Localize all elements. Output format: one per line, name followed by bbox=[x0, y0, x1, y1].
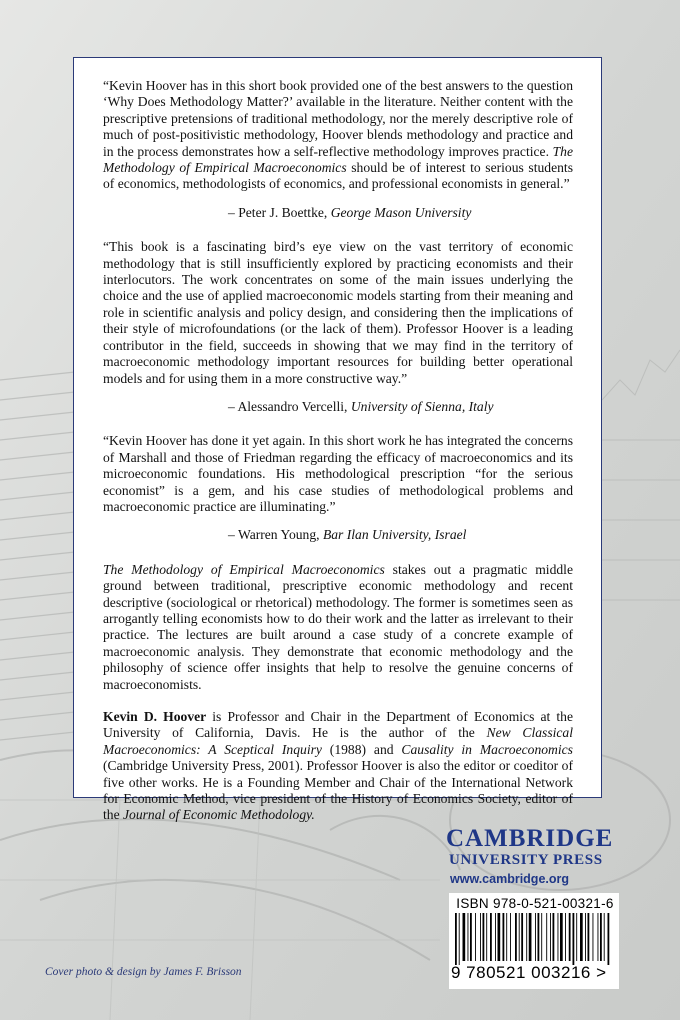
endorsement-boettke: “Kevin Hoover has in this short book provided one of the best answers to the question ‘Why Does Methodology Matter?’ available in the literature. Neither content with the prescriptive pretensions of traditional methodology, nor the merely descriptive role of much of post-positivistic methodology, Hoover blends methodology and practice and in the process demonstrates how a self-reflective methodology improves practice. The Methodology of Empirical Macroeconomics should be of interest to serious students of economics, methodologists of economics, and professional economists in general.” bbox=[103, 78, 573, 192]
barcode-bar bbox=[541, 913, 542, 961]
barcode-bar bbox=[608, 913, 610, 965]
barcode-bar bbox=[546, 913, 547, 961]
barcode-bar bbox=[569, 913, 571, 961]
barcode-bar bbox=[585, 913, 586, 961]
barcode-bar bbox=[600, 913, 602, 961]
endorsement-attribution: – Peter J. Boettke, George Mason University bbox=[228, 204, 472, 220]
barcode-bar bbox=[510, 913, 511, 961]
barcode bbox=[455, 913, 613, 965]
barcode-bar bbox=[560, 913, 563, 961]
barcode-bar bbox=[498, 913, 501, 961]
barcode-bar bbox=[535, 913, 536, 961]
barcode-bar bbox=[526, 913, 527, 961]
barcode-bar bbox=[529, 913, 532, 961]
cover-credit: Cover photo & design by James F. Brisson bbox=[45, 966, 242, 978]
barcode-bar bbox=[558, 913, 559, 961]
barcode-bar bbox=[550, 913, 551, 961]
barcode-box bbox=[449, 893, 619, 989]
barcode-bar bbox=[455, 913, 457, 965]
isbn-label: ISBN 978-0-521-00321-6 bbox=[456, 896, 614, 911]
barcode-bar bbox=[475, 913, 476, 961]
barcode-bar bbox=[495, 913, 496, 961]
barcode-bar bbox=[593, 913, 594, 961]
barcode-bar bbox=[565, 913, 566, 961]
barcode-bar bbox=[506, 913, 507, 961]
book-description: The Methodology of Empirical Macroeconomics stakes out a pragmatic middle ground between traditional, prescriptive economic methodology and recent descriptive (sociological or rhetorical) methodology. The former is sometimes seen as arrogantly telling economists how to do their work and the latter as irrelevant to their practice. The lectures are built around a case study of a concrete example of macroeconomic analysis. They demonstrate that economic methodology and the philosophy of science offer insights that help to resolve the genuine concerns of macroeconomists. bbox=[103, 561, 573, 692]
barcode-bar bbox=[490, 913, 492, 961]
barcode-bar bbox=[538, 913, 540, 961]
barcode-bar bbox=[463, 913, 466, 961]
barcode-bar bbox=[486, 913, 487, 961]
endorsement-young: “Kevin Hoover has done it yet again. In this short work he has integrated the concerns of Marshall and those of Friedman regarding the efficacy of macroeconomics and its microeconomic foundations. His methodological prescription “for the serious economist” is a gem, and his case studies of methodological problems and macroeconomic practice are illuminating.” bbox=[103, 433, 573, 514]
barcode-bar bbox=[576, 913, 577, 961]
endorsement-vercelli: “This book is a fascinating bird’s eye view on the vast territory of economic methodology that is still insufficiently explored by practicing economists and their interlocutors. The work concentrates on some of the main issues underlying the choice and the use of applied macroeconomic models starting from their meaning and role in scientific analysis and policy design, and considering then the implications of their style of microfoundations (or the lack of them). Professor Hoover is a leading contributor in the field, succeeds in showing that we may find in the territory of macroeconomic methodology important resources for building better operational models and for using them in a more constructive way.” bbox=[103, 239, 573, 386]
publisher-url: www.cambridge.org bbox=[450, 872, 570, 886]
publisher-name: CAMBRIDGE bbox=[446, 825, 614, 852]
author-bio: Kevin D. Hoover is Professor and Chair in the Department of Economics at the University of California, Davis. He is the author of the New Classical Macroeconomics: A Sceptical Inquiry (1988) and Causality in Macroeconomics (Cambridge University Press, 2001). Professor Hoover is also the editor or coeditor of five other works. He is a Founding Member and Chair of the International Network for Economic Method, vice president of the History of Economics Society, editor of the Journal of Economic Methodology. bbox=[103, 709, 573, 823]
barcode-bar bbox=[553, 913, 555, 961]
barcode-bar bbox=[604, 913, 605, 961]
barcode-bar bbox=[515, 913, 517, 961]
endorsement-attribution: – Alessandro Vercelli, University of Sienna, Italy bbox=[228, 398, 494, 414]
barcode-bar bbox=[459, 913, 460, 965]
barcode-bar bbox=[588, 913, 590, 961]
publisher-subname: UNIVERSITY PRESS bbox=[449, 852, 603, 868]
endorsement-attribution: – Warren Young, Bar Ilan University, Israel bbox=[228, 527, 467, 543]
barcode-bar bbox=[573, 913, 575, 965]
barcode-bar bbox=[519, 913, 520, 961]
barcode-bar bbox=[480, 913, 481, 961]
barcode-bar bbox=[483, 913, 485, 961]
barcode-bar bbox=[580, 913, 583, 961]
barcode-bar bbox=[598, 913, 599, 961]
barcode-bar bbox=[521, 913, 523, 961]
barcode-bar bbox=[470, 913, 472, 961]
barcode-bar bbox=[468, 913, 469, 961]
barcode-bar bbox=[503, 913, 505, 961]
barcode-digits: 9 780521 003216 > bbox=[451, 963, 607, 982]
back-cover-text bbox=[103, 78, 573, 840]
publisher-logo bbox=[446, 826, 621, 886]
